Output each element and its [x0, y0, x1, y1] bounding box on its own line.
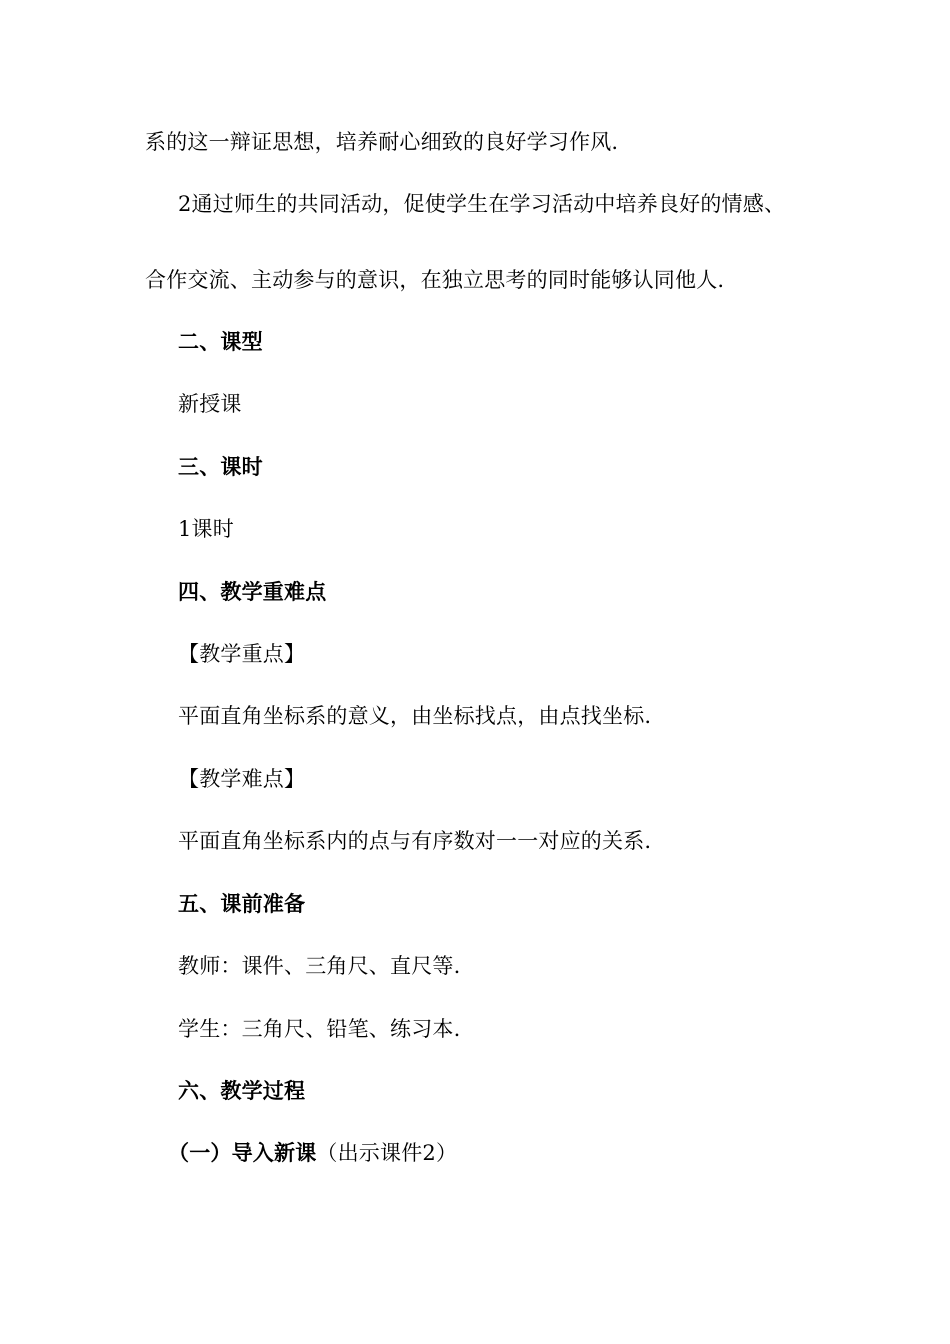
student-preparation-text: 学生：三角尺、铅笔、练习本.	[178, 1017, 461, 1041]
section-heading-process: 六、教学过程	[178, 1078, 306, 1103]
key-points-text: 平面直角坐标系的意义，由坐标找点，由点找坐标.	[178, 704, 652, 728]
lesson-type-text: 新授课	[178, 392, 242, 416]
section-heading-key-difficult: 四、教学重难点	[178, 579, 327, 604]
difficult-points-text: 平面直角坐标系内的点与有序数对一一对应的关系.	[178, 829, 652, 853]
section-heading-class-hours: 三、课时	[178, 454, 263, 479]
difficult-points-label: 【教学难点】	[178, 767, 306, 791]
section-heading-preparation: 五、课前准备	[178, 891, 306, 916]
process-subheading-note: （出示课件2）	[316, 1141, 458, 1165]
process-subheading	[168, 1139, 457, 1167]
class-hours-text: 1课时	[178, 517, 234, 541]
process-subheading-title: （一）导入新课	[168, 1140, 317, 1165]
paragraph-activity-line1: 2通过师生的共同活动，促使学生在学习活动中培养良好的情感、	[178, 192, 786, 216]
section-heading-lesson-type: 二、课型	[178, 329, 263, 354]
paragraph-dialectic: 系的这一辩证思想，培养耐心细致的良好学习作风.	[145, 130, 619, 154]
teacher-preparation-text: 教师：课件、三角尺、直尺等.	[178, 954, 461, 978]
key-points-label: 【教学重点】	[178, 642, 306, 666]
paragraph-activity-line2: 合作交流、主动参与的意识，在独立思考的同时能够认同他人.	[145, 268, 725, 292]
